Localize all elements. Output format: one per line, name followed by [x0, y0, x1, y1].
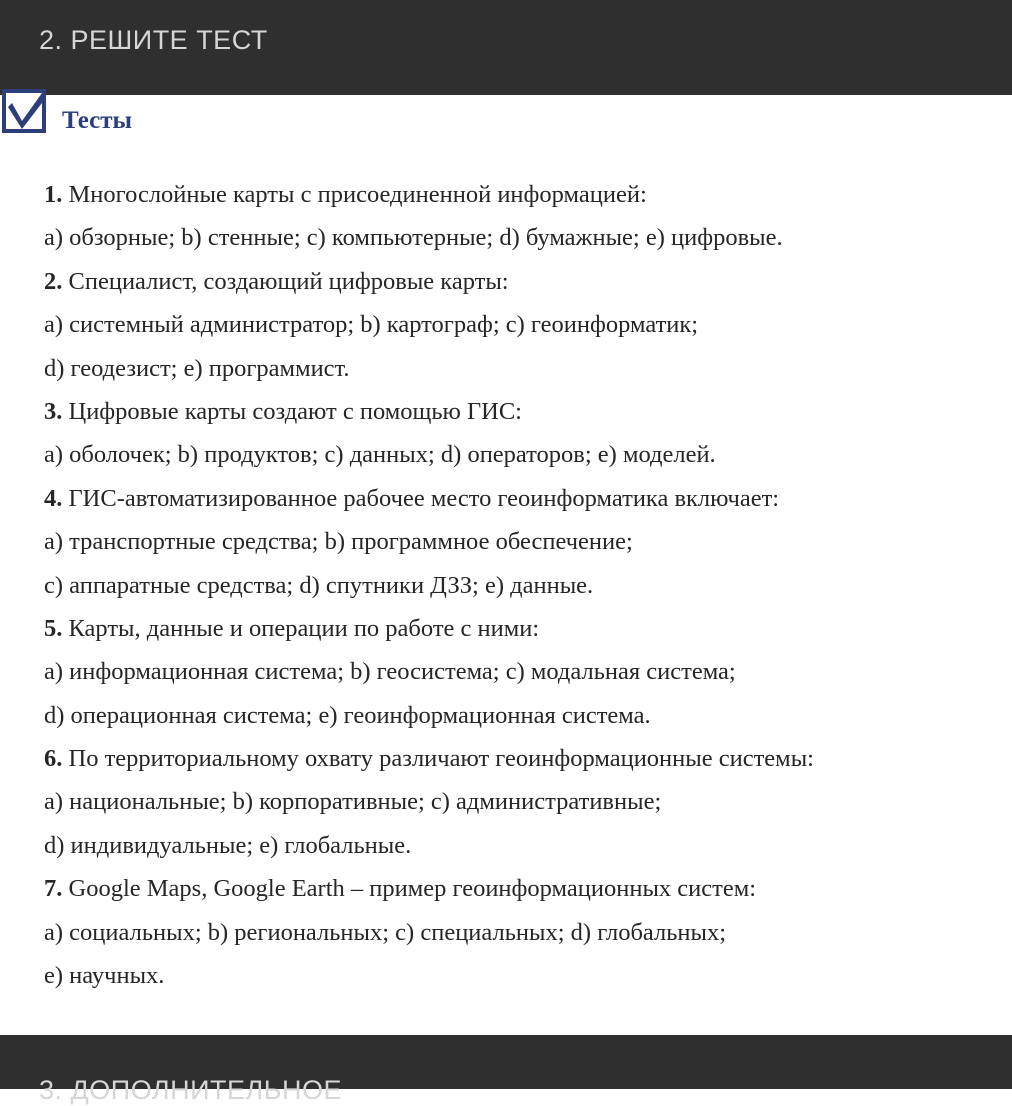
- answer-options-line: d) геодезист; е) программист.: [44, 354, 350, 382]
- question-text: ГИС-автоматизированное рабочее место геоинформатика включает:: [68, 484, 780, 512]
- answer-options-line: а) обзорные; b) стенные; с) компьютерные; d) бумажные; е) цифровые.: [44, 224, 783, 252]
- answer-options-line: d) индивидуальные; е) глобальные.: [44, 831, 412, 859]
- question-number: 7.: [44, 875, 63, 903]
- question-number: 5.: [44, 614, 63, 642]
- question-text: Карты, данные и операции по работе с ними:: [68, 614, 540, 642]
- question-text: Специалист, создающий цифровые карты:: [68, 267, 509, 295]
- section-header-bar: [0, 0, 1012, 95]
- question-number: 2.: [44, 267, 63, 295]
- answer-options-line: с) аппаратные средства; d) спутники ДЗЗ; е) данные.: [44, 571, 594, 599]
- answer-options-line: а) транспортные средства; b) программное обеспечение;: [44, 528, 633, 556]
- question-7: [44, 867, 1004, 910]
- question-text: Многослойные карты с присоединенной информацией:: [68, 181, 647, 208]
- answer-options-line: а) социальных; b) региональных; с) специальных; d) глобальных;: [44, 918, 727, 946]
- next-section-title: 3. ДОПОЛНИТЕЛЬНОЕ: [39, 1075, 342, 1105]
- question-2: [44, 260, 1004, 303]
- next-section-bar: [0, 1035, 1012, 1105]
- question-number: 4.: [44, 484, 63, 512]
- question-4: [44, 477, 1004, 520]
- section-title: 2. РЕШИТЕ ТЕСТ: [39, 25, 268, 55]
- question-text: По территориальному охвату различают геоинформационные системы:: [68, 745, 814, 773]
- question-1: [44, 173, 1004, 216]
- question-number: 6.: [44, 745, 63, 773]
- question-5: [44, 607, 1004, 650]
- answer-options-line: е) научных.: [44, 962, 165, 990]
- answer-options-line: а) системный администратор; b) картограф; с) геоинформатик;: [44, 311, 699, 339]
- checkbox-check-icon: [2, 95, 48, 133]
- answer-options-line: а) информационная система; b) геосистема; с) модальная система;: [44, 658, 736, 686]
- answer-options-line: d) операционная система; е) геоинформационная система.: [44, 701, 651, 729]
- question-number: 1.: [44, 181, 63, 208]
- question-6: [44, 737, 1004, 780]
- question-text: Google Maps, Google Earth – пример геоинформационных систем:: [68, 875, 757, 903]
- question-text: Цифровые карты создают с помощью ГИС:: [68, 397, 522, 425]
- answer-options-line: а) национальные; b) корпоративные; с) административные;: [44, 788, 662, 816]
- answer-options-line: а) оболочек; b) продуктов; с) данных; d) операторов; е) моделей.: [44, 441, 716, 469]
- question-list: [44, 173, 1004, 997]
- tests-heading: Тесты: [62, 107, 133, 134]
- question-3: [44, 390, 1004, 433]
- question-number: 3.: [44, 397, 63, 425]
- test-image: [0, 95, 1012, 1035]
